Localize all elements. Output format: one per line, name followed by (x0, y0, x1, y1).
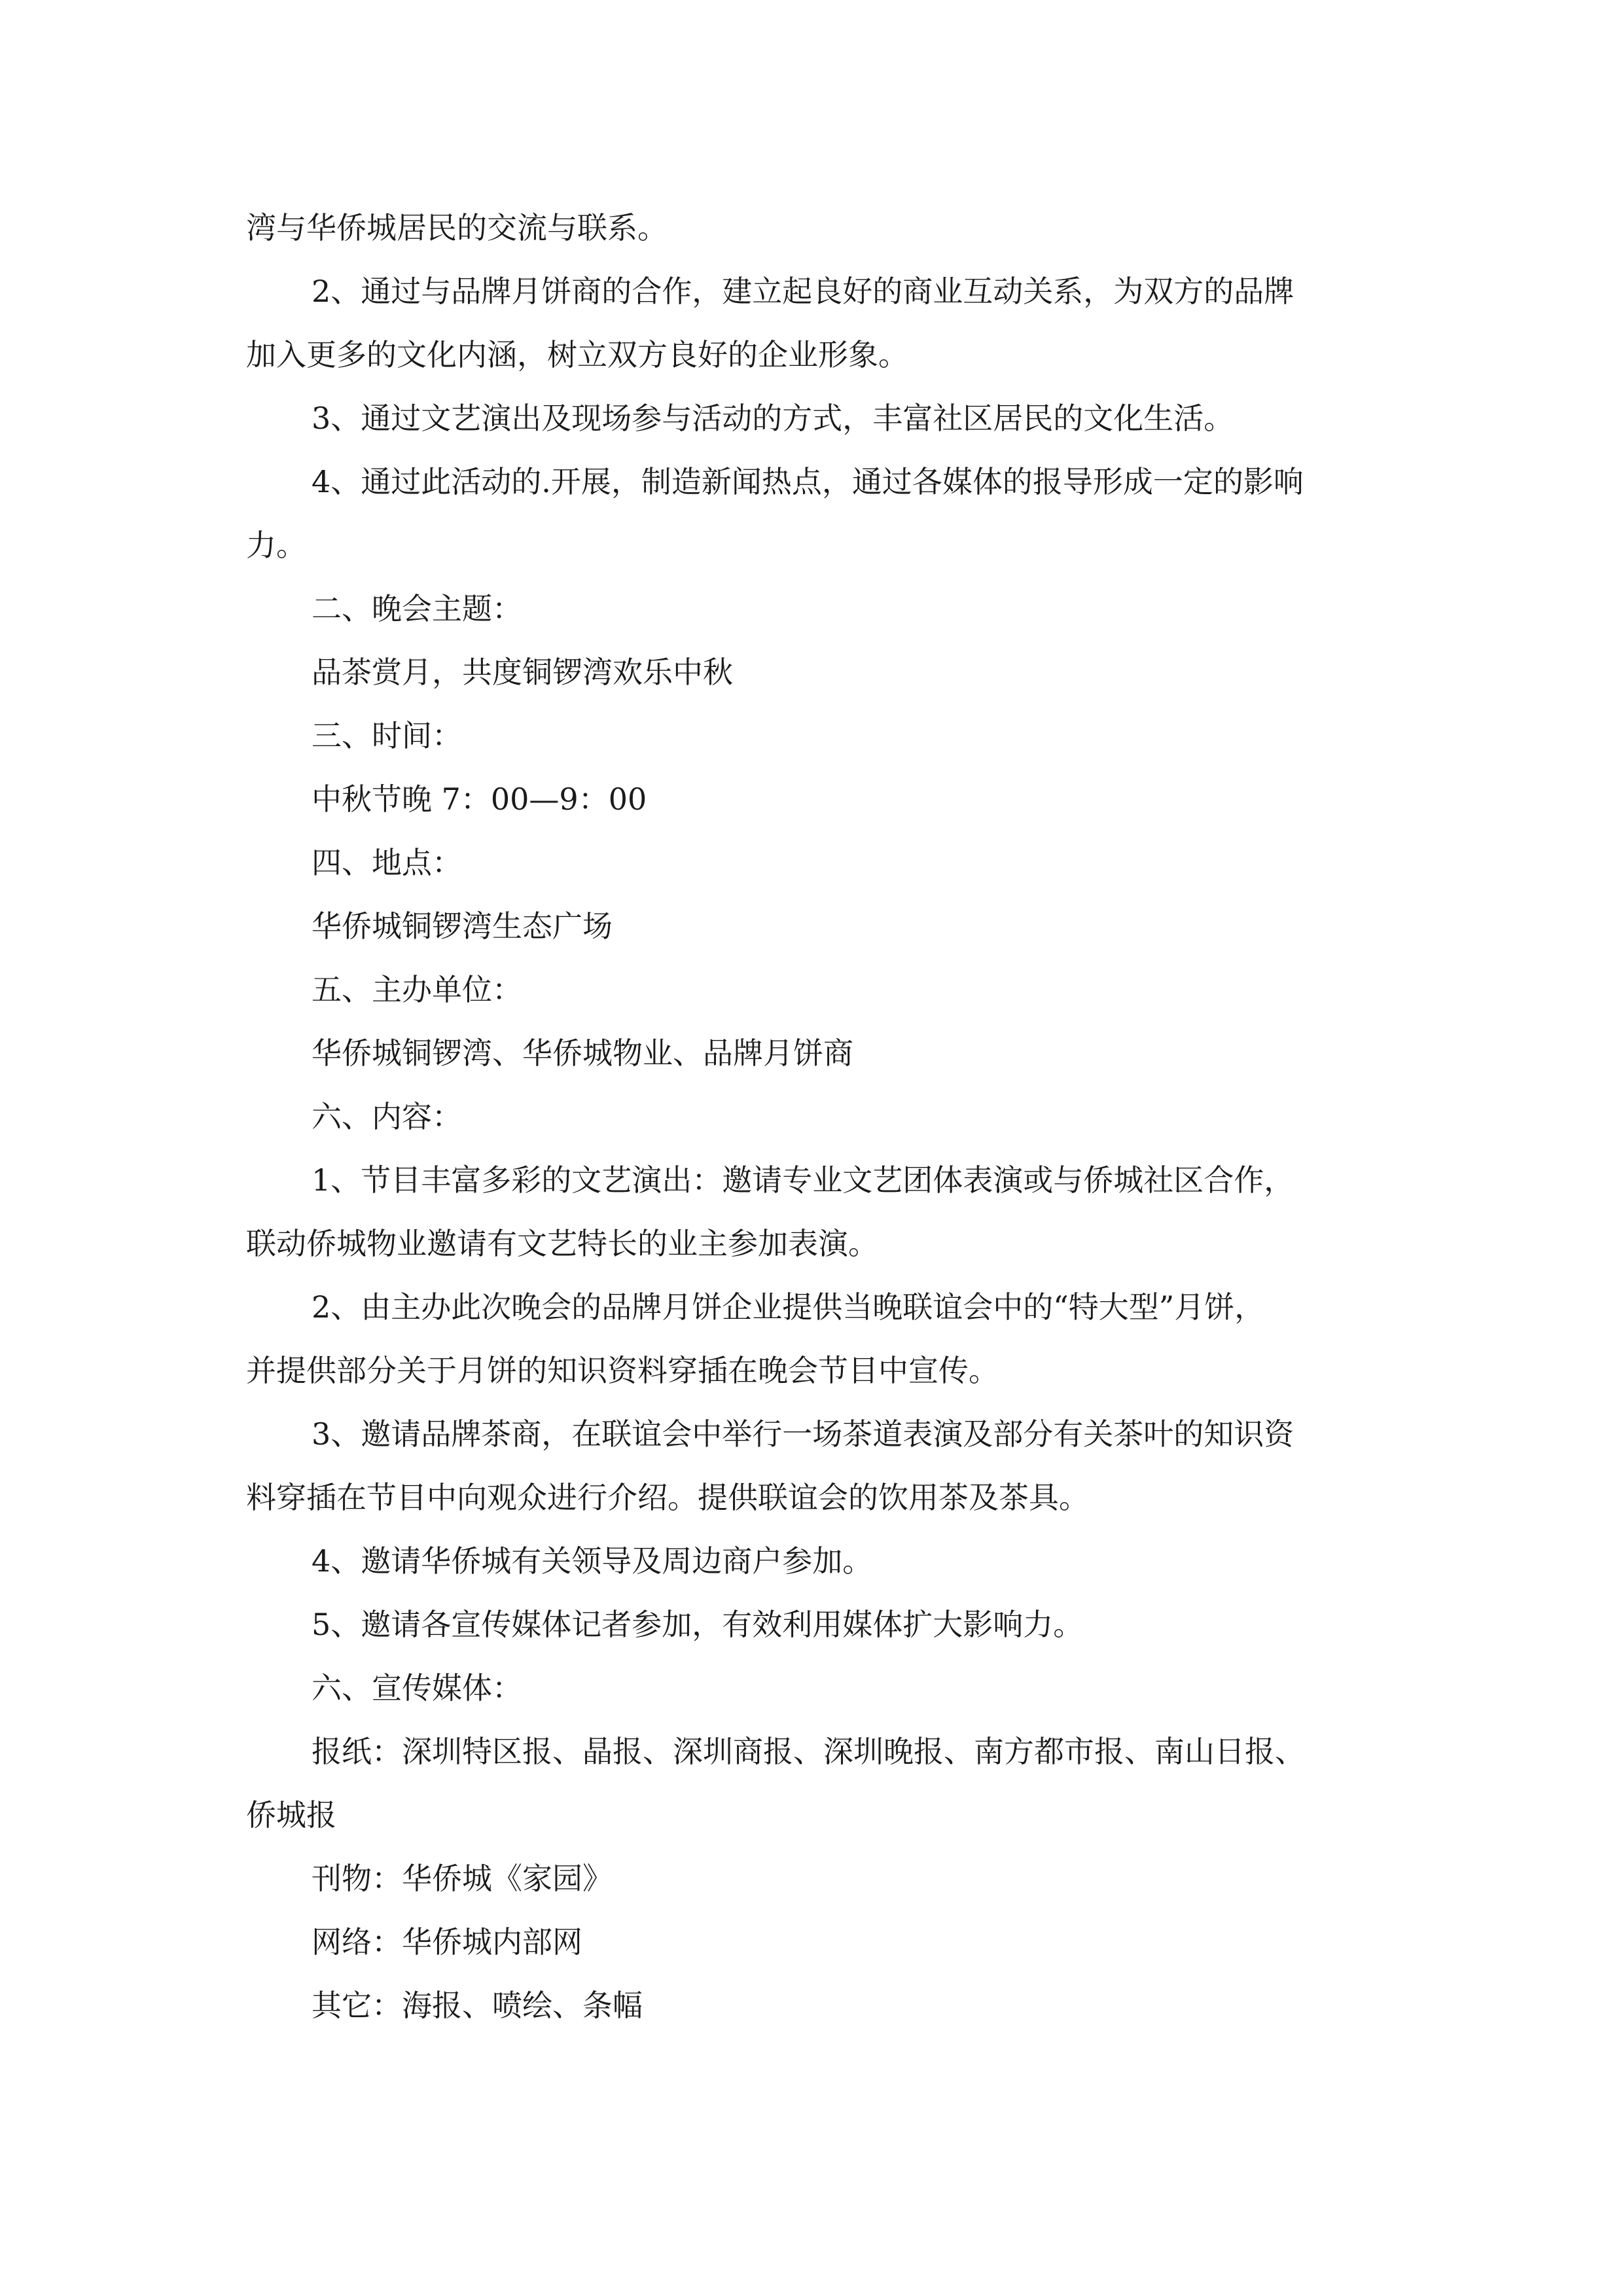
text-line: 五、主办单位： (312, 972, 522, 1007)
text-line: 加入更多的文化内涵，树立双方良好的企业形象。 (246, 337, 908, 372)
text-line: 3、邀请品牌茶商，在联谊会中举行一场茶道表演及部分有关茶叶的知识资 (312, 1416, 1294, 1452)
text-line: 4、通过此活动的.开展，制造新闻热点，通过各媒体的报导形成一定的影响 (312, 464, 1304, 499)
text-line: 湾与华侨城居民的交流与联系。 (246, 210, 668, 245)
text-line: 网络：华侨城内部网 (312, 1924, 582, 1960)
text-line: 刊物：华侨城《家园》 (312, 1861, 613, 1896)
text-line: 力。 (246, 528, 306, 563)
text-line: 并提供部分关于月饼的知识资料穿插在晚会节目中宣传。 (246, 1353, 999, 1388)
text-line: 侨城报 (246, 1797, 336, 1833)
text-line: 四、地点： (312, 845, 462, 880)
text-line: 4、邀请华侨城有关领导及周边商户参加。 (312, 1543, 873, 1579)
text-line: 1、节目丰富多彩的文艺演出：邀请专业文艺团体表演或与侨城社区合作， (312, 1162, 1294, 1198)
text-line: 2、通过与品牌月饼商的合作，建立起良好的商业互动关系，为双方的品牌 (312, 274, 1294, 309)
text-line: 报纸：深圳特区报、晶报、深圳商报、深圳晚报、南方都市报、南山日报、 (312, 1734, 1305, 1769)
text-line: 六、宣传媒体： (312, 1670, 522, 1706)
text-line: 3、通过文艺演出及现场参与活动的方式，丰富社区居民的文化生活。 (312, 401, 1234, 436)
text-line: 中秋节晚 7：00—9：00 (312, 781, 647, 817)
text-line: 联动侨城物业邀请有文艺特长的业主参加表演。 (246, 1226, 878, 1261)
text-line: 华侨城铜锣湾、华侨城物业、品牌月饼商 (312, 1035, 853, 1071)
text-line: 二、晚会主题： (312, 591, 522, 626)
text-line: 三、时间： (312, 718, 462, 753)
text-line: 2、由主办此次晚会的品牌月饼企业提供当晚联谊会中的“特大型”月饼， (312, 1289, 1265, 1325)
text-line: 其它：海报、喷绘、条幅 (312, 1988, 643, 2023)
text-line: 六、内容： (312, 1099, 462, 1134)
text-line: 品茶赏月，共度铜锣湾欢乐中秋 (312, 655, 733, 690)
text-line: 5、邀请各宣传媒体记者参加，有效利用媒体扩大影响力。 (312, 1607, 1084, 1642)
document-body (246, 196, 1401, 2037)
text-line: 华侨城铜锣湾生态广场 (312, 908, 613, 944)
text-line: 料穿插在节目中向观众进行介绍。提供联谊会的饮用茶及茶具。 (246, 1480, 1089, 1515)
